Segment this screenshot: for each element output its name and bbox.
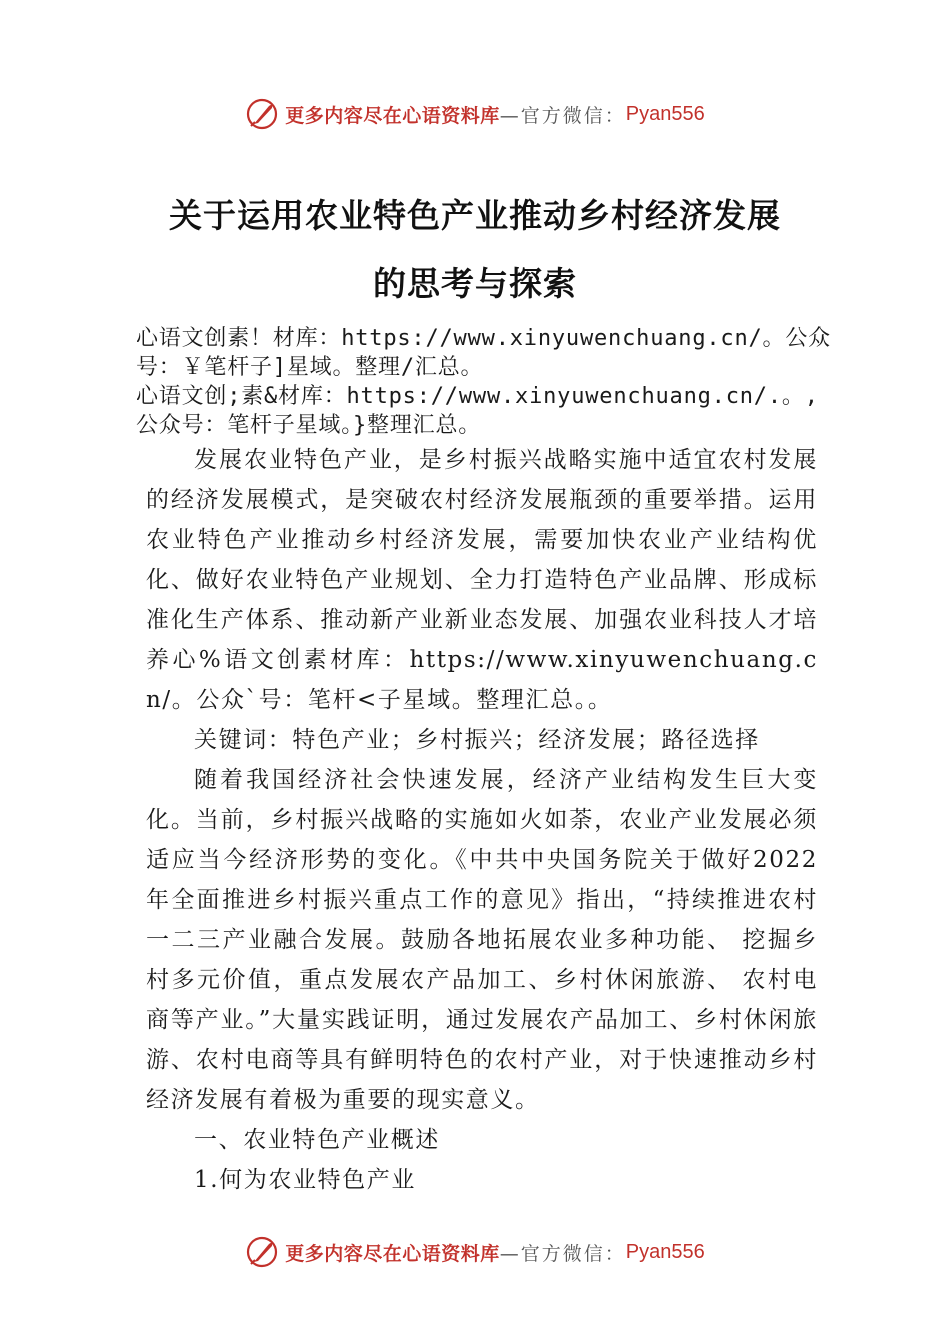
document-title-line-1: 关于运用农业特色产业推动乡村经济发展 [169,196,781,235]
banner-wechat-id: Pyan556 [625,1240,705,1263]
header-banner [0,94,950,134]
source-note-1: 心语文创素！材库：https://www.xinyuwenchuang.cn/。公众号：￥笔杆子]星域。整理/汇总。 [136,326,831,380]
section-heading-1: 一、农业特色产业概述 [194,1127,440,1153]
intro-paragraph: 随着我国经济社会快速发展，经济产业结构发生巨大变化。当前，乡村振兴战略的实施如火如荼，农业产业发展必须适应当今经济形势的变化。《中共中央国务院关于做好2022 年全面推进乡村振兴重点工作的意见》指出，“持续推进农村一二三产业融合发展。鼓励各地拓展农业多种功能、 挖掘乡村多元价值，重点发展农产品加工、乡村休闲旅游、 农村电商等产业。”大量实践证明，通过发展农产品加工、乡村休闲旅游、农村电商等具有鲜明特色的农村产业，对于快速推动乡村经济发展有着极为重要的现实意义。 [146,767,818,1113]
document-body [146,440,818,1200]
subsection-heading-1-1: 1.何为农业特色产业 [194,1167,416,1193]
banner-sub-text: —官方微信： [499,1242,626,1265]
footer-banner [0,1232,950,1272]
keywords-paragraph: 关键词：特色产业；乡村振兴；经济发展；路径选择 [194,727,760,753]
quill-pen-logo-icon [245,97,279,131]
banner-wechat-id: Pyan556 [625,102,705,125]
abstract-paragraph: 发展农业特色产业，是乡村振兴战略实施中适宜农村发展的经济发展模式，是突破农村经济发展瓶颈的重要举措。运用农业特色产业推动乡村经济发展，需要加快农业产业结构优化、做好农业特色产业规划、全力打造特色产业品牌、形成标准化生产体系、推动新产业新业态发展、加强农业科技人才培养心%语文创素材库：https://www.xinyuwenchuang.cn/。公众`号：笔杆<子星域。整理汇总。。 [146,447,818,713]
banner-main-text: 更多内容尽在心语资料库 [285,104,500,127]
banner-main-text: 更多内容尽在心语资料库 [285,1242,500,1265]
quill-pen-logo-icon [245,1235,279,1269]
document-title-line-2: 的思考与探索 [373,264,577,303]
banner-sub-text: —官方微信： [499,104,626,127]
source-note-2: 心语文创;素&材库：https://www.xinyuwenchuang.cn/.。,公众号：笔杆子星域。}整理汇总。 [136,384,819,438]
